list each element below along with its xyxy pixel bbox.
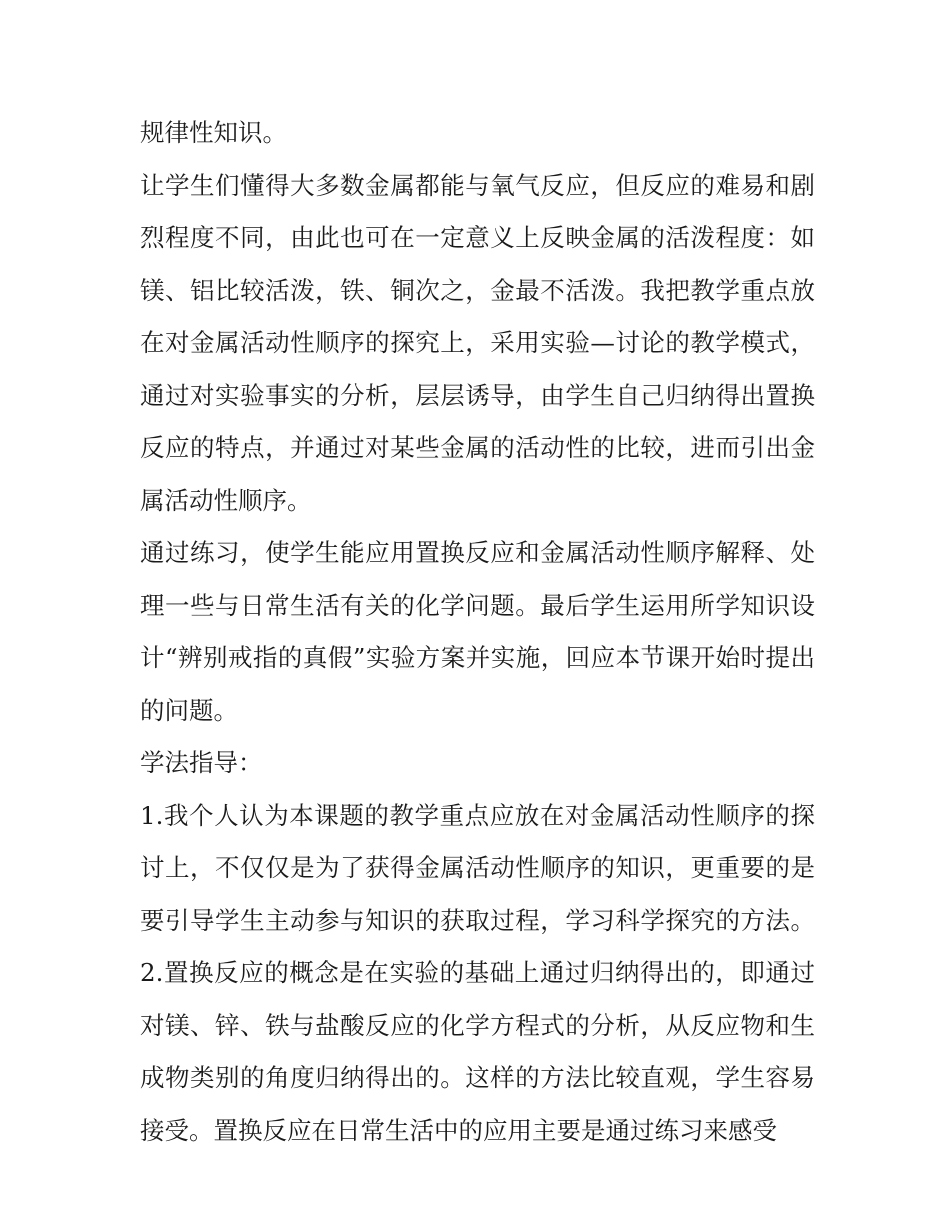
text-line: 通过练习，使学生能应用置换反应和金属活动性顺序解释、处 xyxy=(140,538,815,567)
text-line: 反应的特点，并通过对某些金属的活动性的比较，进而引出金 xyxy=(140,433,815,462)
text-line: 接受。置换反应在日常生活中的应用主要是通过练习来感受 xyxy=(140,1115,777,1145)
text-line: 计“辨别戒指的真假”实验方案并实施，回应本节课开始时提出 xyxy=(140,643,815,672)
text-line: 讨上，不仅仅是为了获得金属活动性顺序的知识，更重要的是 xyxy=(140,853,815,882)
text-line: 让学生们懂得大多数金属都能与氧气反应，但反应的难易和剧 xyxy=(140,170,815,200)
text-line: 学法指导： xyxy=(140,748,263,777)
text-line: 通过对实验事实的分析，层层诱导，由学生自己归纳得出置换 xyxy=(140,380,815,410)
text-line: 镁、铝比较活泼，铁、铜次之，金最不活泼。我把教学重点放 xyxy=(140,275,815,305)
text-line: 要引导学生主动参与知识的获取过程，学习科学探究的方法。 xyxy=(140,905,815,935)
text-line: 烈程度不同，由此也可在一定意义上反映金属的活泼程度：如 xyxy=(140,223,815,252)
text-line: 1.我个人认为本课题的教学重点应放在对金属活动性顺序的探 xyxy=(140,800,815,830)
text-line: 对镁、锌、铁与盐酸反应的化学方程式的分析，从反应物和生 xyxy=(140,1010,815,1040)
text-line: 属活动性顺序。 xyxy=(140,485,312,515)
text-line: 2.置换反应的概念是在实验的基础上通过归纳得出的，即通过 xyxy=(140,958,815,987)
text-line: 规律性知识。 xyxy=(140,118,287,147)
text-line: 的问题。 xyxy=(140,695,238,725)
text-line: 成物类别的角度归纳得出的。这样的方法比较直观，学生容易 xyxy=(140,1063,815,1092)
document-body xyxy=(140,107,815,1157)
text-line: 在对金属活动性顺序的探究上，采用实验—讨论的教学模式， xyxy=(140,328,815,357)
text-line: 理一些与日常生活有关的化学问题。最后学生运用所学知识设 xyxy=(140,590,815,620)
